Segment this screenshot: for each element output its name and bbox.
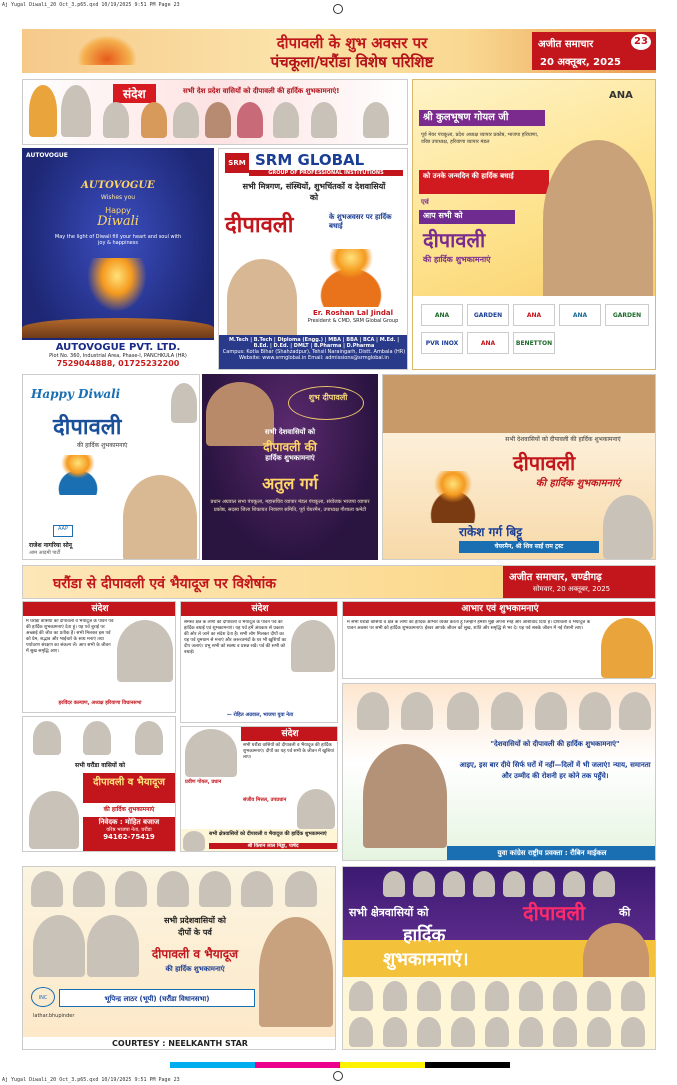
- abhar-message: [342, 601, 656, 679]
- atul-greet: सभी देशवासियों को: [264, 428, 316, 436]
- col2-message: [180, 601, 338, 723]
- portrait-photo: [503, 871, 525, 897]
- aap-logo: AAP: [53, 525, 73, 537]
- sponsor-logo: ANA: [513, 304, 555, 326]
- diya-icon: [413, 471, 493, 523]
- portrait-photo: [491, 692, 523, 730]
- abhar-title: आभार एवं शुभकामनाएं: [343, 602, 656, 616]
- section-paper: अजीत समाचार, चण्डीगढ़: [509, 572, 602, 583]
- diya-icon: [299, 249, 403, 307]
- col1-title: संदेश: [23, 602, 176, 616]
- header-line1: दीपावली के शुभ अवसर पर: [276, 34, 428, 52]
- section-date: सोमवार, 20 अक्तूबर, 2025: [533, 585, 611, 593]
- col1-body: मैं घरौंडा वासियों को दीपावली व भैयादूज के पावन पर्व की हार्दिक शुभकामनाएं देता हूं। यह पर्व बुराई पर अच्छाई की जीत का प्रतीक है। सभी मिलकर इस पर्व को प्रेम, सद्भाव और भाईचारे के साथ मनाएं तथा पर्यावरण संरक्षण का संकल्प लें। आप सभी के जीवन में सुख समृद्धि आए।: [26, 619, 114, 654]
- col2b-title: संदेश: [241, 727, 338, 741]
- rakesh-wishes: की हार्दिक शुभकामनाएं: [535, 478, 621, 489]
- portrait-photo: [601, 618, 653, 678]
- col2-body: समस्त क्षेत्र के लोगों को दीपावली व भैयादूज के पावन पर्व की हार्दिक बधाई एवं शुभकामनाएं। यह पर्व हमें अंधकार से प्रकाश की ओर ले जाने का संदेश देता है। सभी लोग मिलकर दीपों का यह पर्व धूमधाम से मनाएं और जरूरतमंदों के घर भी खुशियों का दीप जलाएं। प्रभु सभी को स्वस्थ व प्रसन्न रखें। पर्व की सभी को बधाई।: [184, 620, 287, 655]
- autovogue-address: Plot No. 360, Industrial Area, Phase-I, PANCHKULA (HR): [49, 353, 187, 359]
- shubh-line4: शुभकामनाएं।: [383, 949, 469, 970]
- aap-festival: दीपावली: [53, 415, 122, 440]
- srm-person: Er. Roshan Lal Jindal: [313, 309, 393, 317]
- slug-line-bottom: Aj Yugal Diwali_20 Oct_3.p65.qxd 10/19/2025 9:51 PM Page 23: [2, 1077, 180, 1083]
- col2b-body: सभी घरौंडा वासियों को दीपावली व भैयादूज की हार्दिक शुभकामनाएं। दीपों का यह पर्व सभी के जीवन में खुशियां लाए।: [243, 743, 334, 760]
- col1-sign: हरविंदर कल्याण, अध्यक्ष हरियाणा विधानसभा: [58, 700, 142, 706]
- rakesh-name: राकेश गर्ग बिट्टू: [459, 525, 523, 539]
- mohit-line1: सभी घरौंडा वासियों को: [74, 762, 126, 769]
- courtesy-line: COURTESY : NEELKANTH STAR: [23, 1037, 336, 1050]
- bhupinder-name: भूपिन्द्र लाठर (भूपी) (घरौंडा विधानसभा): [59, 989, 255, 1007]
- paper-name: अजीत समाचार: [538, 39, 594, 50]
- diya-icon: [43, 455, 113, 495]
- srm-festival: दीपावली: [225, 213, 294, 238]
- portrait-photo: [273, 102, 299, 138]
- mohit-bajaj-ad: [22, 716, 176, 852]
- bhupinder-line2: दीपों के पर्व: [178, 928, 212, 937]
- col2-title: संदेश: [181, 602, 338, 616]
- ana-birthday: को उनके जन्मदिन की हार्दिक बधाई: [419, 170, 549, 194]
- rakesh-designation: चेयरमैन, श्री शिव साईं राम ट्रस्ट: [459, 541, 599, 553]
- page-header: [22, 29, 656, 73]
- col2b-p1: प्रवीण गोयल, प्रधान: [185, 779, 222, 785]
- portrait-photo: [535, 692, 567, 730]
- bhupinder-ad: [22, 866, 336, 1050]
- bhupinder-line1: सभी प्रदेशवासियों को: [164, 916, 226, 925]
- portrait-photo: [157, 871, 189, 907]
- aap-person: राजेश नागरिया सोनू: [29, 542, 72, 549]
- section-title: घरौंडा से दीपावली एवं भैयादूज पर विशेषांक: [53, 576, 277, 592]
- section-banner: [22, 565, 656, 599]
- portrait-photo: [451, 981, 475, 1011]
- header-date: 20 अक्तूबर, 2025: [540, 57, 622, 68]
- portrait-photo: [485, 981, 509, 1011]
- portrait-photo: [579, 692, 611, 730]
- portrait-photo: [259, 917, 333, 1027]
- autovogue-phones: 7529044888, 01725232200: [56, 359, 180, 368]
- portrait-photo: [533, 871, 555, 897]
- portrait-photo: [297, 789, 335, 829]
- aap-happy-diwali: Happy Diwali: [31, 387, 121, 401]
- bhupinder-festival: दीपावली व भैयादूज: [151, 947, 239, 961]
- sponsor-logo: ANA: [421, 304, 463, 326]
- sponsor-logo: ANA: [467, 332, 509, 354]
- portrait-photo: [587, 1017, 611, 1047]
- srm-courses: M.Tech | B.Tech | Diploma (Engg.) | MBA | BBA | BCA | M.Ed. | B.Ed. | D.Ed. | DMLT | B.Pharma | D.Pharma: [228, 337, 400, 349]
- date-box: [532, 32, 656, 70]
- portrait-photo: [183, 831, 205, 851]
- portrait-photo: [357, 692, 389, 730]
- srm-web: Website: www.srmglobal.in Email: admissions@srmglobal.in: [239, 355, 389, 361]
- ana-ad: [412, 79, 656, 370]
- atul-wishes: हार्दिक शुभकामनाएं: [265, 454, 315, 462]
- portrait-photo: [31, 871, 63, 907]
- section-date-box: [503, 566, 656, 599]
- aap-sub: की हार्दिक शुभकामनाएं: [77, 442, 128, 449]
- autovogue-footer: [22, 340, 214, 370]
- congress-logo: INC: [31, 987, 55, 1007]
- ana-all: आप सभी को: [419, 210, 515, 224]
- mohit-festival: दीपावली व भैयादूज: [83, 773, 175, 803]
- portrait-photo: [115, 871, 147, 907]
- portrait-photo: [33, 915, 85, 977]
- portrait-photo: [553, 1017, 577, 1047]
- atul-garg-ad: [202, 374, 378, 560]
- bhupinder-wishes: की हार्दिक शुभकामनाएं: [165, 965, 225, 973]
- autovogue-wishes: Wishes you: [100, 194, 136, 201]
- portrait-photo: [553, 981, 577, 1011]
- col2b-strip-name: श्री किशन लाल मिड्ढा, पार्षद: [209, 843, 337, 849]
- portrait-photo: [417, 981, 441, 1011]
- rakesh-top: सभी देशवासियों को दीपावली की हार्दिक शुभकामनाएं: [505, 436, 621, 443]
- color-bar: [170, 1062, 510, 1068]
- aap-ad: [22, 374, 200, 560]
- portrait-photo: [29, 791, 79, 849]
- portrait-photo: [117, 620, 173, 682]
- portrait-photo: [227, 259, 297, 339]
- srm-sub: GROUP OF PROFESSIONAL INSTITUTIONS: [249, 170, 403, 176]
- diya-icon: [77, 35, 137, 65]
- portrait-photo: [413, 871, 435, 897]
- portrait-photo: [593, 871, 615, 897]
- robin-quote-title: "देशवासियों को दीपावली की हार्दिक शुभकामनाएं": [490, 740, 620, 748]
- autovogue-tagline: May the light of Diwali fill your heart and soul with joy & happiness: [54, 234, 182, 246]
- shubh-line1: सभी क्षेत्रवासियों को: [349, 906, 429, 919]
- aap-party: आम आदमी पार्टी: [29, 550, 61, 556]
- portrait-photo: [185, 729, 237, 777]
- sponsor-logo: PVR INOX: [421, 332, 463, 354]
- portrait-photo: [73, 871, 105, 907]
- portrait-photo: [451, 1017, 475, 1047]
- sponsor-logo: GARDEN: [467, 304, 509, 326]
- portrait-photo: [103, 102, 129, 138]
- portrait-photo: [123, 475, 197, 560]
- portrait-photo: [417, 1017, 441, 1047]
- portrait-photo: [383, 981, 407, 1011]
- portrait-photo: [285, 871, 317, 907]
- mohit-footer: [83, 817, 175, 851]
- slug-line: Aj Yugal Diwali_20 Oct_3.p65.qxd 10/19/2025 9:51 PM Page 23: [2, 2, 180, 8]
- srm-greet2: के शुभअवसर पर हार्दिक बधाई: [329, 213, 392, 230]
- portrait-photo: [563, 871, 585, 897]
- robin-quote: आइए, इस बार दीये सिर्फ घरों में नहीं—दिलों में भी जलाएं! न्याय, समानता और उम्मीद की रोशनी हर कोने तक पहुँचे।: [459, 761, 651, 780]
- bhupinder-social: lathar.bhupinder: [33, 1013, 75, 1019]
- shubh-line2: की: [619, 906, 631, 919]
- bottom-photo-grid: [343, 977, 656, 1050]
- robin-name: युवा कांग्रेस राष्ट्रीय प्रवक्ता : रौबिन माईकल: [447, 846, 656, 860]
- portrait-photo: [447, 692, 479, 730]
- col2b-strip: [181, 829, 338, 852]
- shubh-line3: हार्दिक: [403, 925, 446, 946]
- portrait-photo: [311, 102, 337, 138]
- srm-address: Campus: Kotla Bihar (Shahzadpur), Tehsil Naraingarh, Distt. Ambala (HR): [222, 349, 406, 355]
- portrait-photo: [383, 1017, 407, 1047]
- portrait-photo: [383, 871, 405, 897]
- portrait-photo: [619, 692, 651, 730]
- srm-global-ad: [218, 148, 408, 370]
- srm-logo: SRM: [225, 153, 249, 173]
- autovogue-company: AUTOVOGUE PVT. LTD.: [55, 342, 181, 353]
- col2b-strip-text: सभी क्षेत्रवासियों को दीपावली व भैयादूज की हार्दिक शुभकामनाएं: [209, 831, 327, 837]
- page-number: 23: [631, 34, 651, 50]
- portrait-photo: [61, 85, 91, 137]
- portrait-photo: [173, 102, 199, 138]
- shubh-festival: दीपावली: [523, 901, 586, 925]
- autovogue-diwali: Diwali: [97, 214, 139, 229]
- portrait-photo: [291, 620, 335, 672]
- portrait-photo: [171, 383, 197, 423]
- col2-sign: — रोहित अग्रवाल, भाजपा युवा नेता: [226, 712, 294, 718]
- ana-wishes: की हार्दिक शुभकामनाएं: [423, 255, 491, 264]
- srm-footer: [219, 335, 408, 370]
- portrait-photo: [473, 871, 495, 897]
- portrait-photo: [443, 871, 465, 897]
- srm-name: SRM GLOBAL: [255, 151, 365, 169]
- header-line2: पंचकूला/घरौंडा विशेष परिशिष्ट: [270, 53, 434, 71]
- portrait-photo: [199, 871, 231, 907]
- portrait-photo: [363, 744, 447, 848]
- ana-and: एवं: [421, 198, 429, 206]
- diya-icon: [82, 258, 152, 318]
- portrait-photo: [33, 721, 61, 755]
- portrait-photo: [621, 981, 645, 1011]
- diyas-row: [22, 318, 214, 338]
- portrait-photo: [543, 140, 653, 300]
- portrait-photo: [349, 1017, 373, 1047]
- portrait-photo: [587, 981, 611, 1011]
- portrait-photo: [621, 1017, 645, 1047]
- autovogue-happy: Happy: [105, 206, 131, 215]
- mohit-post: वरिष्ठ भाजपा नेता, घरौंडा: [106, 827, 152, 833]
- ana-logo-grid: [413, 296, 656, 370]
- sponsor-logo: GARDEN: [605, 304, 649, 326]
- col2b-message: [180, 726, 338, 852]
- crop-mark: [333, 1071, 343, 1081]
- sandesh-message: सभी देश प्रदेश वासियों को दीपावली की हार्दिक शुभकामनाएं!: [183, 87, 340, 95]
- sandesh-title: संदेश: [113, 84, 156, 103]
- portrait-photo: [363, 102, 389, 138]
- sponsor-logo: ANA: [559, 304, 601, 326]
- autovogue-ad: [22, 148, 214, 370]
- shubhkamnaye-ad: [342, 866, 656, 1050]
- ana-logo: ANA: [609, 90, 633, 101]
- ana-name: श्री कुलभूषण गोयल जी: [419, 110, 545, 126]
- portrait-photo: [141, 102, 167, 138]
- autovogue-brand: AUTOVOGUE: [81, 180, 155, 191]
- rakesh-garg-ad: [382, 374, 656, 560]
- section-title-bg: [23, 566, 503, 599]
- portrait-photo: [519, 1017, 543, 1047]
- ana-festival: दीपावली: [423, 228, 486, 252]
- col2b-p2: संजीव मित्तल, उपप्रधान: [243, 797, 287, 803]
- srm-designation: President & CMD, SRM Global Group: [307, 318, 399, 324]
- ana-bio: पूर्व मेयर पंचकूला, प्रदेश अध्यक्ष व्यापार प्रकोष्ठ, भाजपा हरियाणा, वरिष्ठ उपाध्यक्ष, हरियाणा व्यापार मंडल: [421, 132, 539, 145]
- atul-festival: दीपावली की: [263, 440, 317, 454]
- sponsor-logo: BENETTON: [513, 332, 555, 354]
- col1-message: [22, 601, 176, 713]
- portrait-photo: [29, 85, 57, 137]
- portrait-photo: [205, 102, 231, 138]
- robin-michael-ad: [342, 683, 656, 861]
- sandesh-strip: [22, 79, 408, 145]
- crop-mark: [333, 4, 343, 14]
- mohit-phone: 94162-75419: [103, 833, 155, 841]
- portrait-photo: [241, 871, 273, 907]
- autovogue-logo: AUTOVOGUE: [26, 152, 68, 159]
- atul-title: शुभ दीपावली: [308, 393, 348, 402]
- portrait-photo: [237, 102, 263, 138]
- abhar-body: मैं सभी घरौंडा वासियों व क्षेत्र के लोगों का हार्दिक आभार व्यक्त करता हूं जिन्होंने हमेशा मुझे अपना स्नेह और आशीर्वाद दिया है। दीपावली व भैयादूज के पावन अवसर पर सभी को हार्दिक शुभकामनाएं। ईश्वर आपके जीवन को सुख, शांति और समृद्धि से भर दे। यह पर्व सबके जीवन में नई रोशनी लाए।: [347, 620, 591, 631]
- mohit-name: निवेदक : मोहित बजाज: [98, 818, 160, 826]
- portrait-photo: [519, 981, 543, 1011]
- portrait-photo: [135, 721, 163, 755]
- rakesh-festival: दीपावली: [513, 451, 576, 475]
- portrait-photo: [603, 495, 653, 559]
- atul-details: प्रधान अग्रवाल सभा पंचकूला, महासचिव व्यापार मंडल पंचकूला, संयोजक भाजपा व्यापार प्रकोष्ठ, सदस्य जिला शिकायत निवारण समिति, पूर्व चेयरमैन, उपाध्यक्ष गौशाला कमेटी: [210, 499, 370, 513]
- portrait-photo: [485, 1017, 509, 1047]
- mohit-wishes: की हार्दिक शुभकामनाएं: [103, 806, 155, 813]
- portrait-photo: [349, 981, 373, 1011]
- portrait-photo: [401, 692, 433, 730]
- atul-name: अतुल गर्ग: [262, 474, 318, 493]
- portrait-photo: [83, 721, 111, 755]
- srm-greet: सभी मित्रगण, संस्थियों, शुभचिंतकों व देशवासियों को: [242, 182, 386, 202]
